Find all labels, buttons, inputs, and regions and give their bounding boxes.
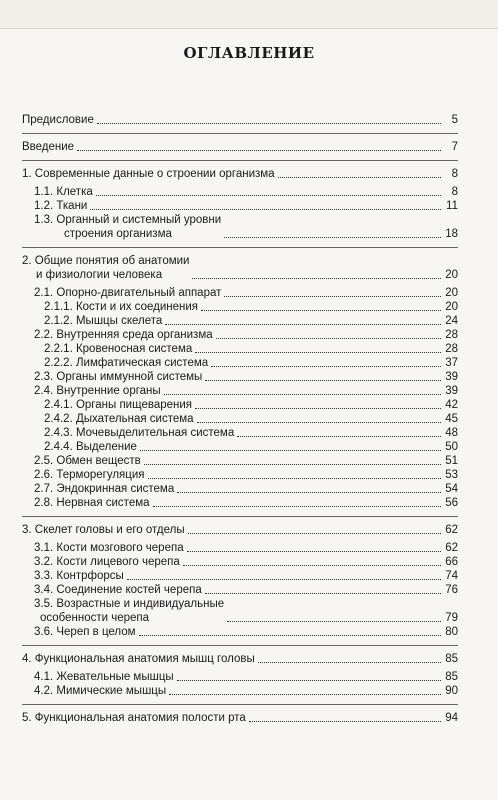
leader-dots	[249, 721, 441, 722]
toc-entry-page: 53	[445, 469, 458, 481]
toc-entry[interactable]	[22, 625, 458, 639]
toc-entry-page: 18	[445, 228, 458, 240]
toc-entry-page: 20	[445, 301, 458, 313]
toc-entry-label-line: 2. Общие понятия об анатомии	[22, 255, 190, 267]
toc-entry-label: 2.6. Терморегуляция	[34, 469, 145, 481]
table-of-contents	[22, 105, 458, 725]
toc-entry[interactable]	[22, 384, 458, 398]
toc-entry[interactable]	[22, 597, 458, 625]
leader-dots	[216, 338, 441, 339]
page-title: ОГЛАВЛЕНИЕ	[183, 44, 315, 62]
leader-dots	[96, 195, 441, 196]
toc-entry[interactable]	[22, 468, 458, 482]
toc-entry[interactable]	[22, 398, 458, 412]
toc-entry[interactable]	[22, 555, 458, 569]
leader-dots	[205, 380, 441, 381]
toc-entry-page: 66	[445, 556, 458, 568]
toc-entry-page: 28	[445, 329, 458, 341]
toc-entry-page: 39	[445, 371, 458, 383]
toc-entry-label: 3.1. Кости мозгового черепа	[34, 542, 184, 554]
toc-entry[interactable]	[22, 652, 458, 666]
toc-entry[interactable]	[22, 342, 458, 356]
toc-entry-page: 50	[445, 441, 458, 453]
leader-dots	[197, 422, 441, 423]
toc-entry[interactable]	[22, 670, 458, 684]
top-edge-strip	[0, 0, 498, 29]
toc-entry-page: 94	[445, 712, 458, 724]
toc-entry-label: 2.1. Опорно-двигательный аппарат	[34, 287, 222, 299]
toc-entry-label: 1.1. Клетка	[34, 186, 93, 198]
leader-dots	[165, 324, 441, 325]
toc-entry-page: 62	[445, 542, 458, 554]
toc-entry-page: 79	[445, 612, 458, 624]
toc-entry-label: 2.2.2. Лимфатическая система	[44, 357, 209, 369]
leader-dots	[140, 450, 441, 451]
leader-dots	[195, 352, 441, 353]
leader-dots	[183, 565, 441, 566]
toc-entry[interactable]	[22, 541, 458, 555]
leader-dots	[97, 123, 441, 124]
toc-entry-label: Введение	[22, 141, 75, 153]
toc-entry-label-line: 1.3. Органный и системный уровни	[34, 214, 222, 226]
toc-entry[interactable]	[22, 711, 458, 725]
toc-entry[interactable]	[22, 440, 458, 454]
toc-entry[interactable]	[22, 684, 458, 698]
leader-dots	[258, 662, 441, 663]
leader-dots	[127, 579, 441, 580]
toc-entry-label: 5. Функциональная анатомия полости рта	[22, 712, 246, 724]
leader-dots	[177, 492, 441, 493]
toc-entry[interactable]	[22, 140, 458, 154]
toc-entry-label: 4.1. Жевательные мышцы	[34, 671, 174, 683]
leader-dots	[177, 680, 441, 681]
leader-dots	[90, 209, 441, 210]
toc-entry-label: Предисловие	[22, 114, 94, 126]
toc-entry-label: 3.3. Контрфорсы	[34, 570, 124, 582]
toc-entry-page: 24	[445, 315, 458, 327]
toc-entry-label: 3.4. Соединение костей черепа	[34, 584, 202, 596]
toc-entry-label-line: и физиологии человека	[36, 269, 163, 281]
toc-entry-page: 85	[445, 653, 458, 665]
toc-entry[interactable]	[22, 254, 458, 282]
toc-entry[interactable]	[22, 482, 458, 496]
toc-entry[interactable]	[22, 213, 458, 241]
leader-dots	[144, 464, 441, 465]
leader-dots	[224, 296, 441, 297]
leader-dots	[278, 177, 441, 178]
toc-entry-page: 39	[445, 385, 458, 397]
toc-entry[interactable]	[22, 113, 458, 127]
leader-dots	[237, 436, 441, 437]
toc-entry-label: 2.5. Обмен веществ	[34, 455, 141, 467]
toc-entry-label: 4. Функциональная анатомия мышц головы	[22, 653, 255, 665]
toc-entry[interactable]	[22, 426, 458, 440]
leader-dots	[188, 533, 441, 534]
toc-entry-label: 2.1.2. Мышцы скелета	[44, 315, 163, 327]
toc-entry-page: 8	[451, 168, 458, 180]
toc-entry-page: 20	[445, 287, 458, 299]
toc-entry-label: 1.2. Ткани	[34, 200, 88, 212]
toc-entry[interactable]	[22, 167, 458, 181]
leader-dots	[195, 408, 441, 409]
toc-entry-label: 2.3. Органы иммунной системы	[34, 371, 203, 383]
toc-entry-page: 62	[445, 524, 458, 536]
toc-entry-page: 42	[445, 399, 458, 411]
leader-dots	[139, 635, 441, 636]
toc-entry-label: 3. Скелет головы и его отделы	[22, 524, 185, 536]
leader-dots	[169, 694, 441, 695]
toc-entry-page: 56	[445, 497, 458, 509]
divider	[22, 510, 458, 517]
toc-entry[interactable]	[22, 454, 458, 468]
toc-entry-page: 7	[451, 141, 458, 153]
toc-entry-label: 2.4.4. Выделение	[44, 441, 137, 453]
divider	[22, 154, 458, 161]
toc-entry-page: 51	[445, 455, 458, 467]
toc-entry[interactable]	[22, 199, 458, 213]
toc-entry[interactable]	[22, 328, 458, 342]
toc-entry[interactable]	[22, 314, 458, 328]
toc-entry-page: 74	[445, 570, 458, 582]
toc-entry-page: 48	[445, 427, 458, 439]
toc-entry-page: 80	[445, 626, 458, 638]
toc-entry-label	[34, 597, 224, 625]
toc-entry-page: 54	[445, 483, 458, 495]
toc-entry[interactable]	[22, 523, 458, 537]
divider	[22, 698, 458, 705]
toc-entry-page: 5	[451, 114, 458, 126]
leader-dots	[192, 278, 441, 279]
toc-entry-label	[34, 213, 221, 241]
toc-entry-page: 28	[445, 343, 458, 355]
toc-entry[interactable]	[22, 185, 458, 199]
toc-entry-label-line: 3.5. Возрастные и индивидуальные	[34, 598, 225, 610]
leader-dots	[205, 593, 441, 594]
toc-entry-label: 2.4.1. Органы пищеварения	[44, 399, 193, 411]
leader-dots	[224, 237, 441, 238]
toc-entry-label: 2.4.3. Мочевыделительная система	[44, 427, 235, 439]
toc-entry-label	[22, 254, 189, 282]
toc-entry[interactable]	[22, 496, 458, 510]
toc-entry[interactable]	[22, 370, 458, 384]
toc-entry[interactable]	[22, 356, 458, 370]
toc-entry-label: 2.4.2. Дыхательная система	[44, 413, 194, 425]
toc-entry-page: 37	[445, 357, 458, 369]
leader-dots	[187, 551, 441, 552]
toc-entry[interactable]	[22, 412, 458, 426]
toc-entry-label: 2.2.1. Кровеносная система	[44, 343, 193, 355]
leader-dots	[77, 150, 441, 151]
divider	[22, 241, 458, 248]
toc-entry-label-line: особенности черепа	[40, 612, 150, 624]
toc-entry[interactable]	[22, 583, 458, 597]
leader-dots	[211, 366, 441, 367]
leader-dots	[201, 310, 441, 311]
leader-dots	[164, 394, 441, 395]
toc-entry-label: 3.6. Череп в целом	[34, 626, 136, 638]
toc-entry-page: 11	[446, 200, 458, 212]
toc-entry-label: 2.1.1. Кости и их соединения	[44, 301, 198, 313]
toc-entry-page: 8	[451, 186, 458, 198]
toc-entry-page: 85	[445, 671, 458, 683]
toc-entry-label: 2.4. Внутренние органы	[34, 385, 161, 397]
toc-entry-label: 3.2. Кости лицевого черепа	[34, 556, 180, 568]
toc-entry-label-line: строения организма	[64, 228, 172, 240]
toc-entry-label: 1. Современные данные о строении организма	[22, 168, 275, 180]
toc-entry[interactable]	[22, 569, 458, 583]
toc-entry-label: 2.2. Внутренняя среда организма	[34, 329, 213, 341]
toc-entry[interactable]	[22, 286, 458, 300]
toc-entry[interactable]	[22, 300, 458, 314]
toc-entry-page: 20	[445, 269, 458, 281]
divider	[22, 639, 458, 646]
toc-entry-label: 2.8. Нервная система	[34, 497, 150, 509]
divider	[22, 127, 458, 134]
toc-entry-label: 4.2. Мимические мышцы	[34, 685, 167, 697]
toc-entry-label: 2.7. Эндокринная система	[34, 483, 175, 495]
toc-entry-page: 45	[445, 413, 458, 425]
leader-dots	[148, 478, 441, 479]
leader-dots	[227, 621, 441, 622]
toc-entry-page: 90	[445, 685, 458, 697]
toc-entry-page: 76	[445, 584, 458, 596]
leader-dots	[153, 506, 441, 507]
